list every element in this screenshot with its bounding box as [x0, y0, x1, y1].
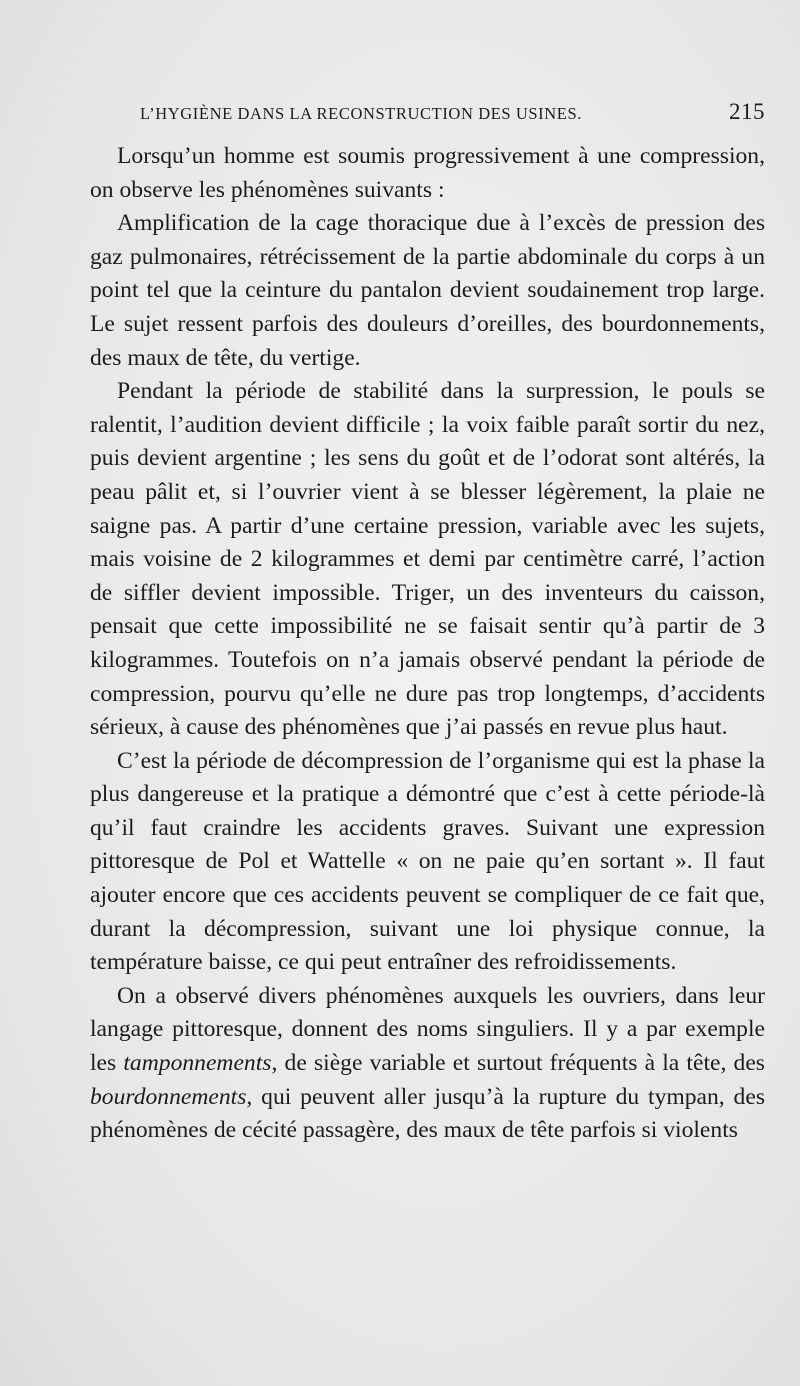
text-run: C’est la période de décompression de l’organisme qui est la phase la plus dangereuse et la pratique a démontré que c’est à cette période-là qu’il faut craindre les accidents graves. Suivant une expression pittoresque de Pol et Wattelle « on ne paie qu’en sortant ». Il faut ajouter encore que ces accidents peuvent se compliquer de ce fait que, durant la décompression, suivant une loi physique connue, la température baisse, ce qui peut entraîner des refroidissements. [90, 747, 765, 976]
paragraph [90, 207, 765, 375]
running-head-title: L’HYGIÈNE DANS LA RECONSTRUCTION DES USINES. [140, 104, 582, 123]
text-run: Amplification de la cage thoracique due à l’excès de pression des gaz pulmonaires, rétrécissement de la partie abdominale du corps à un point tel que la ceinture du pantalon devient soudainement trop large. Le sujet ressent parfois des douleurs d’oreilles, des bourdonnements, des maux de tête, du vertige. [90, 210, 765, 371]
text-run: Pendant la période de stabilité dans la surpression, le pouls se ralentit, l’audition devient difficile ; la voix faible paraît sortir du nez, puis devient argentine ; les sens du goût et de l’odorat sont altérés, la peau pâlit et, si l’ouvrier vient à se blesser légèrement, la plaie ne saigne pas. A partir d’une certaine pression, variable avec les sujets, mais voisine de 2 kilogrammes et demi par centimètre carré, l’action de siffler devient impossible. Triger, un des inventeurs du caisson, pensait que cette impossibilité ne se faisait sentir qu’à partir de 3 kilogrammes. Toutefois on n’a jamais observé pendant la période de compression, pourvu qu’elle ne dure pas trop longtemps, d’accidents sérieux, à cause des phénomènes que j’ai passés en revue plus haut. [90, 378, 765, 741]
paragraph [90, 375, 765, 745]
italic-term: bourdonnements [90, 1083, 247, 1110]
paragraph [90, 140, 765, 207]
running-header [140, 98, 765, 130]
text-run: On a observé divers phénomènes auxquels les ouvriers, dans leur langage pittoresque, donnent des noms singuliers. Il y a par exemple les [90, 982, 765, 1077]
body-text [90, 140, 765, 1148]
text-run: , qui peuvent aller jusqu’à la rupture du tympan, des phénomènes de cécité passagère, des maux de tête parfois si violents [90, 1083, 765, 1144]
paragraph [90, 745, 765, 980]
text-run: Lorsqu’un homme est soumis progressivement à une compression, on observe les phénomènes suivants : [90, 143, 765, 203]
paragraph [90, 980, 765, 1148]
italic-term: tamponnements [123, 1050, 272, 1077]
text-run: , de siège variable et surtout fréquents à la tête, des [271, 1050, 765, 1077]
page-number: 215 [729, 99, 765, 124]
